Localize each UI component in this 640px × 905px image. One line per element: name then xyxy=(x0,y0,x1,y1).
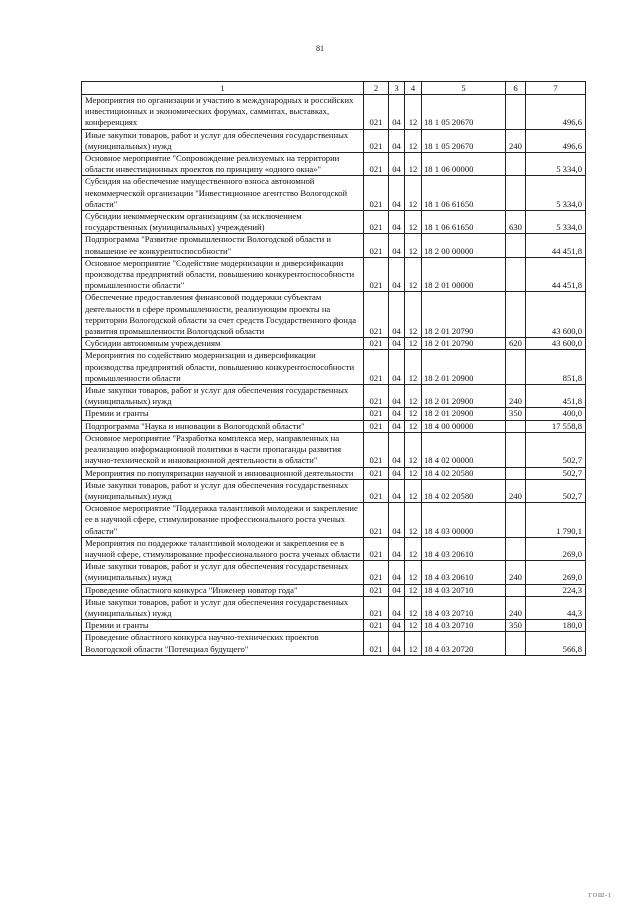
admin-code-cell: 021 xyxy=(364,584,389,596)
table-row xyxy=(82,338,586,350)
row-name-cell: Подпрограмма "Развитие промышленности Вологодской области и повышение ее конкурентоспособности" xyxy=(82,234,364,257)
amount-cell: 502,7 xyxy=(526,432,586,467)
target-article-cell: 18 4 03 00000 xyxy=(422,503,506,538)
table-row xyxy=(82,503,586,538)
table-row xyxy=(82,350,586,385)
admin-code-cell: 021 xyxy=(364,408,389,420)
section-code-cell: 04 xyxy=(389,385,405,408)
target-article-cell: 18 1 06 61650 xyxy=(422,176,506,211)
column-header: 6 xyxy=(506,82,526,95)
table-row xyxy=(82,561,586,584)
expense-type-cell: 240 xyxy=(506,561,526,584)
admin-code-cell: 021 xyxy=(364,596,389,619)
admin-code-cell: 021 xyxy=(364,350,389,385)
table-row xyxy=(82,596,586,619)
expense-type-cell: 630 xyxy=(506,211,526,234)
admin-code-cell: 021 xyxy=(364,537,389,560)
subsection-code-cell: 12 xyxy=(405,408,422,420)
section-code-cell: 04 xyxy=(389,596,405,619)
admin-code-cell: 021 xyxy=(364,479,389,502)
subsection-code-cell: 12 xyxy=(405,632,422,655)
expense-type-cell: 350 xyxy=(506,408,526,420)
amount-cell: 269,0 xyxy=(526,537,586,560)
expense-type-cell xyxy=(506,420,526,432)
expense-type-cell xyxy=(506,257,526,292)
target-article-cell: 18 2 01 20790 xyxy=(422,338,506,350)
amount-cell: 17 558,8 xyxy=(526,420,586,432)
table-row xyxy=(82,479,586,502)
expense-type-cell xyxy=(506,503,526,538)
footer-mark: ГОШ-1 xyxy=(588,893,612,899)
table-row xyxy=(82,467,586,479)
target-article-cell: 18 2 01 20900 xyxy=(422,350,506,385)
expense-type-cell xyxy=(506,432,526,467)
admin-code-cell: 021 xyxy=(364,211,389,234)
expense-type-cell xyxy=(506,95,526,130)
section-code-cell: 04 xyxy=(389,234,405,257)
admin-code-cell: 021 xyxy=(364,432,389,467)
column-header: 2 xyxy=(364,82,389,95)
row-name-cell: Мероприятия по организации и участию в международных и российских инвестиционных и экономических форумах, саммитах, выставках, конференциях xyxy=(82,95,364,130)
subsection-code-cell: 12 xyxy=(405,211,422,234)
amount-cell: 5 334,0 xyxy=(526,153,586,176)
row-name-cell: Подпрограмма "Наука и инновации в Вологодской области" xyxy=(82,420,364,432)
target-article-cell: 18 2 00 00000 xyxy=(422,234,506,257)
subsection-code-cell: 12 xyxy=(405,596,422,619)
subsection-code-cell: 12 xyxy=(405,350,422,385)
table-row xyxy=(82,211,586,234)
section-code-cell: 04 xyxy=(389,338,405,350)
expense-type-cell: 240 xyxy=(506,479,526,502)
section-code-cell: 04 xyxy=(389,257,405,292)
row-name-cell: Иные закупки товаров, работ и услуг для обеспечения государственных (муниципальных) нужд xyxy=(82,596,364,619)
expense-type-cell xyxy=(506,234,526,257)
table-row xyxy=(82,420,586,432)
column-number-row xyxy=(82,82,586,95)
admin-code-cell: 021 xyxy=(364,385,389,408)
admin-code-cell: 021 xyxy=(364,95,389,130)
expense-type-cell xyxy=(506,350,526,385)
expense-type-cell: 240 xyxy=(506,129,526,152)
target-article-cell: 18 4 03 20610 xyxy=(422,561,506,584)
target-article-cell: 18 4 03 20710 xyxy=(422,620,506,632)
expense-type-cell xyxy=(506,632,526,655)
row-name-cell: Иные закупки товаров, работ и услуг для обеспечения государственных (муниципальных) нужд xyxy=(82,129,364,152)
amount-cell: 5 334,0 xyxy=(526,211,586,234)
admin-code-cell: 021 xyxy=(364,632,389,655)
amount-cell: 43 600,0 xyxy=(526,338,586,350)
table-row xyxy=(82,620,586,632)
expense-type-cell: 350 xyxy=(506,620,526,632)
table-row xyxy=(82,408,586,420)
subsection-code-cell: 12 xyxy=(405,385,422,408)
subsection-code-cell: 12 xyxy=(405,153,422,176)
column-header: 4 xyxy=(405,82,422,95)
subsection-code-cell: 12 xyxy=(405,95,422,130)
expense-type-cell: 240 xyxy=(506,385,526,408)
row-name-cell: Мероприятия по популяризации научной и инновационной деятельности xyxy=(82,467,364,479)
target-article-cell: 18 4 02 20580 xyxy=(422,479,506,502)
admin-code-cell: 021 xyxy=(364,420,389,432)
target-article-cell: 18 4 02 00000 xyxy=(422,432,506,467)
section-code-cell: 04 xyxy=(389,129,405,152)
expense-type-cell xyxy=(506,467,526,479)
target-article-cell: 18 2 01 20900 xyxy=(422,408,506,420)
subsection-code-cell: 12 xyxy=(405,503,422,538)
table-row xyxy=(82,257,586,292)
target-article-cell: 18 4 03 20720 xyxy=(422,632,506,655)
target-article-cell: 18 2 01 20790 xyxy=(422,292,506,338)
row-name-cell: Основное мероприятие "Поддержка талантливой молодежи и закрепление ее в научной сфере, стимулирование профессионального роста ученых области" xyxy=(82,503,364,538)
subsection-code-cell: 12 xyxy=(405,420,422,432)
expense-type-cell xyxy=(506,584,526,596)
target-article-cell: 18 2 01 00000 xyxy=(422,257,506,292)
row-name-cell: Премии и гранты xyxy=(82,620,364,632)
admin-code-cell: 021 xyxy=(364,561,389,584)
row-name-cell: Мероприятия по поддержке талантливой молодежи и закрепления ее в научной сфере, стимулирование профессионального роста ученых области xyxy=(82,537,364,560)
row-name-cell: Иные закупки товаров, работ и услуг для обеспечения государственных (муниципальных) нужд xyxy=(82,479,364,502)
section-code-cell: 04 xyxy=(389,420,405,432)
section-code-cell: 04 xyxy=(389,467,405,479)
row-name-cell: Обеспечение предоставления финансовой поддержки субъектам деятельности в сфере промышленности, реализующим проекты на территории Вологодской области за счет средств Государственного фонда развития промышленности Вологодской области xyxy=(82,292,364,338)
amount-cell: 43 600,0 xyxy=(526,292,586,338)
expense-type-cell xyxy=(506,176,526,211)
subsection-code-cell: 12 xyxy=(405,620,422,632)
column-header: 1 xyxy=(82,82,364,95)
column-header: 3 xyxy=(389,82,405,95)
target-article-cell: 18 4 03 20610 xyxy=(422,537,506,560)
amount-cell: 566,8 xyxy=(526,632,586,655)
subsection-code-cell: 12 xyxy=(405,537,422,560)
section-code-cell: 04 xyxy=(389,479,405,502)
amount-cell: 451,8 xyxy=(526,385,586,408)
section-code-cell: 04 xyxy=(389,211,405,234)
table-row xyxy=(82,632,586,655)
row-name-cell: Иные закупки товаров, работ и услуг для обеспечения государственных (муниципальных) нужд xyxy=(82,385,364,408)
amount-cell: 44 451,8 xyxy=(526,257,586,292)
admin-code-cell: 021 xyxy=(364,292,389,338)
expense-type-cell: 240 xyxy=(506,596,526,619)
admin-code-cell: 021 xyxy=(364,503,389,538)
section-code-cell: 04 xyxy=(389,292,405,338)
table-row xyxy=(82,95,586,130)
table-row xyxy=(82,292,586,338)
row-name-cell: Субсидия на обеспечение имущественного взноса автономной некоммерческой организации "Инвестиционное агентство Вологодской области" xyxy=(82,176,364,211)
section-code-cell: 04 xyxy=(389,632,405,655)
amount-cell: 224,3 xyxy=(526,584,586,596)
subsection-code-cell: 12 xyxy=(405,234,422,257)
target-article-cell: 18 4 02 20580 xyxy=(422,467,506,479)
section-code-cell: 04 xyxy=(389,408,405,420)
row-name-cell: Проведение областного конкурса "Инженер новатор года" xyxy=(82,584,364,596)
section-code-cell: 04 xyxy=(389,176,405,211)
admin-code-cell: 021 xyxy=(364,620,389,632)
target-article-cell: 18 1 05 20670 xyxy=(422,95,506,130)
row-name-cell: Основное мероприятие "Сопровождение реализуемых на территории области инвестиционных проектов по принципу «одного окна»" xyxy=(82,153,364,176)
target-article-cell: 18 2 01 20900 xyxy=(422,385,506,408)
admin-code-cell: 021 xyxy=(364,257,389,292)
section-code-cell: 04 xyxy=(389,350,405,385)
amount-cell: 496,6 xyxy=(526,129,586,152)
admin-code-cell: 021 xyxy=(364,234,389,257)
subsection-code-cell: 12 xyxy=(405,479,422,502)
amount-cell: 180,0 xyxy=(526,620,586,632)
expense-type-cell xyxy=(506,153,526,176)
row-name-cell: Иные закупки товаров, работ и услуг для обеспечения государственных (муниципальных) нужд xyxy=(82,561,364,584)
row-name-cell: Субсидии некоммерческим организациям (за исключением государственных (муниципальных) учреждений) xyxy=(82,211,364,234)
amount-cell: 44 451,8 xyxy=(526,234,586,257)
subsection-code-cell: 12 xyxy=(405,467,422,479)
table-row xyxy=(82,432,586,467)
subsection-code-cell: 12 xyxy=(405,176,422,211)
admin-code-cell: 021 xyxy=(364,153,389,176)
section-code-cell: 04 xyxy=(389,537,405,560)
section-code-cell: 04 xyxy=(389,432,405,467)
amount-cell: 400,0 xyxy=(526,408,586,420)
column-header: 5 xyxy=(422,82,506,95)
table-body xyxy=(82,95,586,656)
admin-code-cell: 021 xyxy=(364,129,389,152)
row-name-cell: Премии и гранты xyxy=(82,408,364,420)
section-code-cell: 04 xyxy=(389,584,405,596)
subsection-code-cell: 12 xyxy=(405,292,422,338)
expense-type-cell xyxy=(506,537,526,560)
section-code-cell: 04 xyxy=(389,620,405,632)
subsection-code-cell: 12 xyxy=(405,257,422,292)
row-name-cell: Проведение областного конкурса научно-технических проектов Вологодской области "Потенциал будущего" xyxy=(82,632,364,655)
admin-code-cell: 021 xyxy=(364,176,389,211)
section-code-cell: 04 xyxy=(389,503,405,538)
target-article-cell: 18 4 03 20710 xyxy=(422,596,506,619)
subsection-code-cell: 12 xyxy=(405,338,422,350)
expense-type-cell: 620 xyxy=(506,338,526,350)
amount-cell: 1 790,1 xyxy=(526,503,586,538)
subsection-code-cell: 12 xyxy=(405,129,422,152)
amount-cell: 44,3 xyxy=(526,596,586,619)
subsection-code-cell: 12 xyxy=(405,584,422,596)
section-code-cell: 04 xyxy=(389,153,405,176)
row-name-cell: Основное мероприятие "Содействие модернизации и диверсификации производства предприятий области, повышению конкурентоспособности промышленности области" xyxy=(82,257,364,292)
page-number: 81 xyxy=(316,44,324,53)
admin-code-cell: 021 xyxy=(364,467,389,479)
table-row xyxy=(82,385,586,408)
table-row xyxy=(82,584,586,596)
row-name-cell: Основное мероприятие "Разработка комплекса мер, направленных на реализацию информационной политики в части пропаганды развития научно-технической и инновационной деятельности в области" xyxy=(82,432,364,467)
row-name-cell: Мероприятия по содействию модернизации и диверсификации производства предприятий области, повышению конкурентоспособности промышленности области xyxy=(82,350,364,385)
target-article-cell: 18 1 05 20670 xyxy=(422,129,506,152)
admin-code-cell: 021 xyxy=(364,338,389,350)
table-row xyxy=(82,537,586,560)
row-name-cell: Субсидии автономным учреждениям xyxy=(82,338,364,350)
target-article-cell: 18 4 00 00000 xyxy=(422,420,506,432)
amount-cell: 502,7 xyxy=(526,467,586,479)
amount-cell: 269,0 xyxy=(526,561,586,584)
target-article-cell: 18 1 06 00000 xyxy=(422,153,506,176)
table-row xyxy=(82,176,586,211)
column-header: 7 xyxy=(526,82,586,95)
section-code-cell: 04 xyxy=(389,561,405,584)
amount-cell: 851,8 xyxy=(526,350,586,385)
section-code-cell: 04 xyxy=(389,95,405,130)
table-row xyxy=(82,153,586,176)
target-article-cell: 18 4 03 20710 xyxy=(422,584,506,596)
subsection-code-cell: 12 xyxy=(405,432,422,467)
budget-table xyxy=(81,81,586,656)
subsection-code-cell: 12 xyxy=(405,561,422,584)
target-article-cell: 18 1 06 61650 xyxy=(422,211,506,234)
table-row xyxy=(82,129,586,152)
expense-type-cell xyxy=(506,292,526,338)
amount-cell: 496,6 xyxy=(526,95,586,130)
table-row xyxy=(82,234,586,257)
amount-cell: 5 334,0 xyxy=(526,176,586,211)
amount-cell: 502,7 xyxy=(526,479,586,502)
